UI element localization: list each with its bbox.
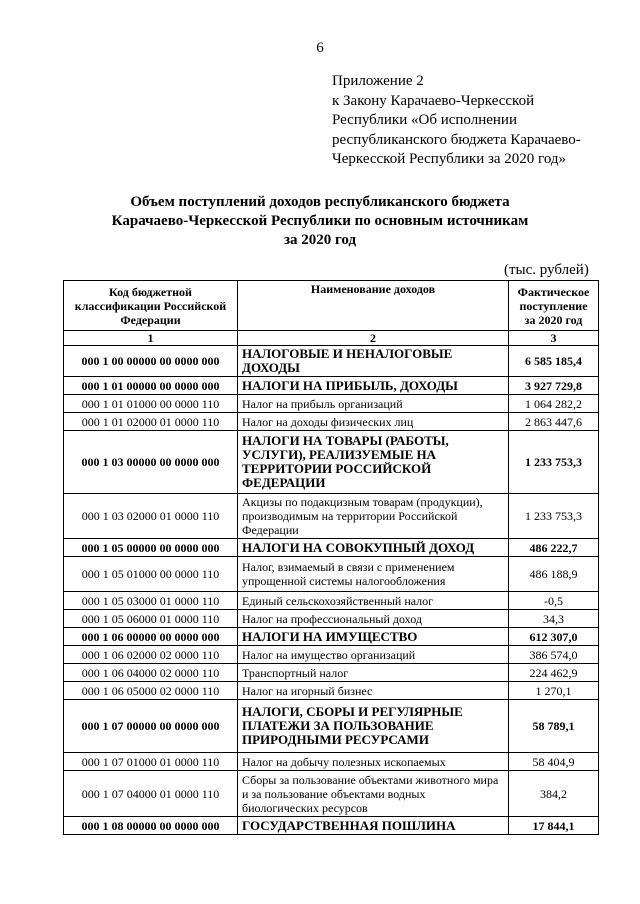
table-row: [64, 346, 599, 377]
title-line: Объем поступлений доходов республиканского бюджета: [130, 194, 510, 210]
row-amount: 34,3: [509, 610, 599, 628]
row-name: Налог, взимаемый в связи с применением упрощенной системы налогообложения: [238, 557, 509, 592]
row-code: 000 1 03 02000 01 0000 110: [64, 494, 238, 539]
row-amount: 17 844,1: [509, 817, 599, 835]
row-name: НАЛОГОВЫЕ И НЕНАЛОГОВЫЕ ДОХОДЫ: [238, 346, 509, 377]
table-row: [64, 817, 599, 835]
row-name: НАЛОГИ НА ТОВАРЫ (РАБОТЫ, УСЛУГИ), РЕАЛИЗУЕМЫЕ НА ТЕРРИТОРИИ РОССИЙСКОЙ ФЕДЕРАЦИИ: [238, 431, 509, 494]
row-amount: 2 863 447,6: [509, 413, 599, 431]
appendix-line: Приложение 2: [332, 73, 424, 89]
appendix-line: Черкесской Республики за 2020 год»: [332, 151, 567, 167]
appendix-line: к Закону Карачаево-Черкесской: [332, 92, 535, 109]
table-row: [64, 700, 599, 753]
table-row: [64, 646, 599, 664]
row-amount: 486 222,7: [509, 539, 599, 557]
row-code: 000 1 05 06000 01 0000 110: [64, 610, 238, 628]
row-code: 000 1 05 00000 00 0000 000: [64, 539, 238, 557]
table-row: [64, 539, 599, 557]
table-row: [64, 592, 599, 610]
row-code: 000 1 07 01000 01 0000 110: [64, 753, 238, 771]
row-amount: 1 270,1: [509, 682, 599, 700]
appendix-note: [332, 72, 612, 170]
row-amount: 3 927 729,8: [509, 377, 599, 395]
document-title: [0, 193, 640, 250]
row-code: 000 1 06 05000 02 0000 110: [64, 682, 238, 700]
table-row: [64, 494, 599, 539]
row-code: 000 1 01 01000 00 0000 110: [64, 395, 238, 413]
row-amount: 1 233 753,3: [509, 494, 599, 539]
table-row: [64, 610, 599, 628]
row-amount: 386 574,0: [509, 646, 599, 664]
row-amount: 6 585 185,4: [509, 346, 599, 377]
column-number: 3: [509, 331, 599, 346]
table-row: [64, 771, 599, 817]
table-row: [64, 664, 599, 682]
row-code: 000 1 07 00000 00 0000 000: [64, 700, 238, 753]
row-code: 000 1 06 04000 02 0000 110: [64, 664, 238, 682]
unit-label: (тыс. рублей): [504, 262, 589, 278]
row-name: Налог на игорный бизнес: [238, 682, 509, 700]
row-amount: 384,2: [509, 771, 599, 817]
table-row: [64, 557, 599, 592]
row-code: 000 1 00 00000 00 0000 000: [64, 346, 238, 377]
row-name: НАЛОГИ, СБОРЫ И РЕГУЛЯРНЫЕ ПЛАТЕЖИ ЗА ПОЛЬЗОВАНИЕ ПРИРОДНЫМИ РЕСУРСАМИ: [238, 700, 509, 753]
header-code: Код бюджетной классификации Российской Федерации: [64, 281, 238, 331]
row-name: Налог на прибыль организаций: [238, 395, 509, 413]
row-amount: 1 064 282,2: [509, 395, 599, 413]
table-row: [64, 628, 599, 646]
title-line: Карачаево-Черкесской Республики по основным источникам: [111, 213, 529, 229]
row-name: Единый сельскохозяйственный налог: [238, 592, 509, 610]
appendix-line: республиканского бюджета Карачаево-: [332, 131, 581, 148]
row-amount: -0,5: [509, 592, 599, 610]
table-row: [64, 377, 599, 395]
row-name: Налог на профессиональный доход: [238, 610, 509, 628]
revenue-table: [63, 280, 599, 835]
row-name: НАЛОГИ НА ПРИБЫЛЬ, ДОХОДЫ: [238, 377, 509, 395]
column-number: 2: [238, 331, 509, 346]
row-name: Сборы за пользование объектами животного мира и за пользование объектами водных биологических ресурсов: [238, 771, 509, 817]
row-name: Налог на добычу полезных ископаемых: [238, 753, 509, 771]
row-name: Акцизы по подакцизным товарам (продукции), производимым на территории Российской Федерации: [238, 494, 509, 539]
row-name: Транспортный налог: [238, 664, 509, 682]
row-amount: 612 307,0: [509, 628, 599, 646]
header-name: Наименование доходов: [238, 281, 509, 331]
table-row: [64, 395, 599, 413]
row-code: 000 1 03 00000 00 0000 000: [64, 431, 238, 494]
table-row: [64, 413, 599, 431]
row-name: ГОСУДАРСТВЕННАЯ ПОШЛИНА: [238, 817, 509, 835]
row-amount: 224 462,9: [509, 664, 599, 682]
page-number: 6: [316, 40, 324, 56]
row-code: 000 1 07 04000 01 0000 110: [64, 771, 238, 817]
row-code: 000 1 06 00000 00 0000 000: [64, 628, 238, 646]
row-code: 000 1 05 01000 00 0000 110: [64, 557, 238, 592]
table-row: [64, 753, 599, 771]
row-amount: 486 188,9: [509, 557, 599, 592]
column-number: 1: [64, 331, 238, 346]
title-line: за 2020 год: [283, 232, 357, 248]
table-row: [64, 682, 599, 700]
header-amount: Фактическое поступление за 2020 год: [509, 281, 599, 331]
table-row: [64, 431, 599, 494]
row-code: 000 1 05 03000 01 0000 110: [64, 592, 238, 610]
row-code: 000 1 01 00000 00 0000 000: [64, 377, 238, 395]
row-name: НАЛОГИ НА СОВОКУПНЫЙ ДОХОД: [238, 539, 509, 557]
appendix-line: Республики «Об исполнении: [332, 112, 517, 128]
row-amount: 58 789,1: [509, 700, 599, 753]
row-amount: 1 233 753,3: [509, 431, 599, 494]
row-name: Налог на доходы физических лиц: [238, 413, 509, 431]
row-code: 000 1 06 02000 02 0000 110: [64, 646, 238, 664]
row-name: НАЛОГИ НА ИМУЩЕСТВО: [238, 628, 509, 646]
row-name: Налог на имущество организаций: [238, 646, 509, 664]
row-amount: 58 404,9: [509, 753, 599, 771]
row-code: 000 1 08 00000 00 0000 000: [64, 817, 238, 835]
column-number-row: [64, 331, 599, 346]
row-code: 000 1 01 02000 01 0000 110: [64, 413, 238, 431]
